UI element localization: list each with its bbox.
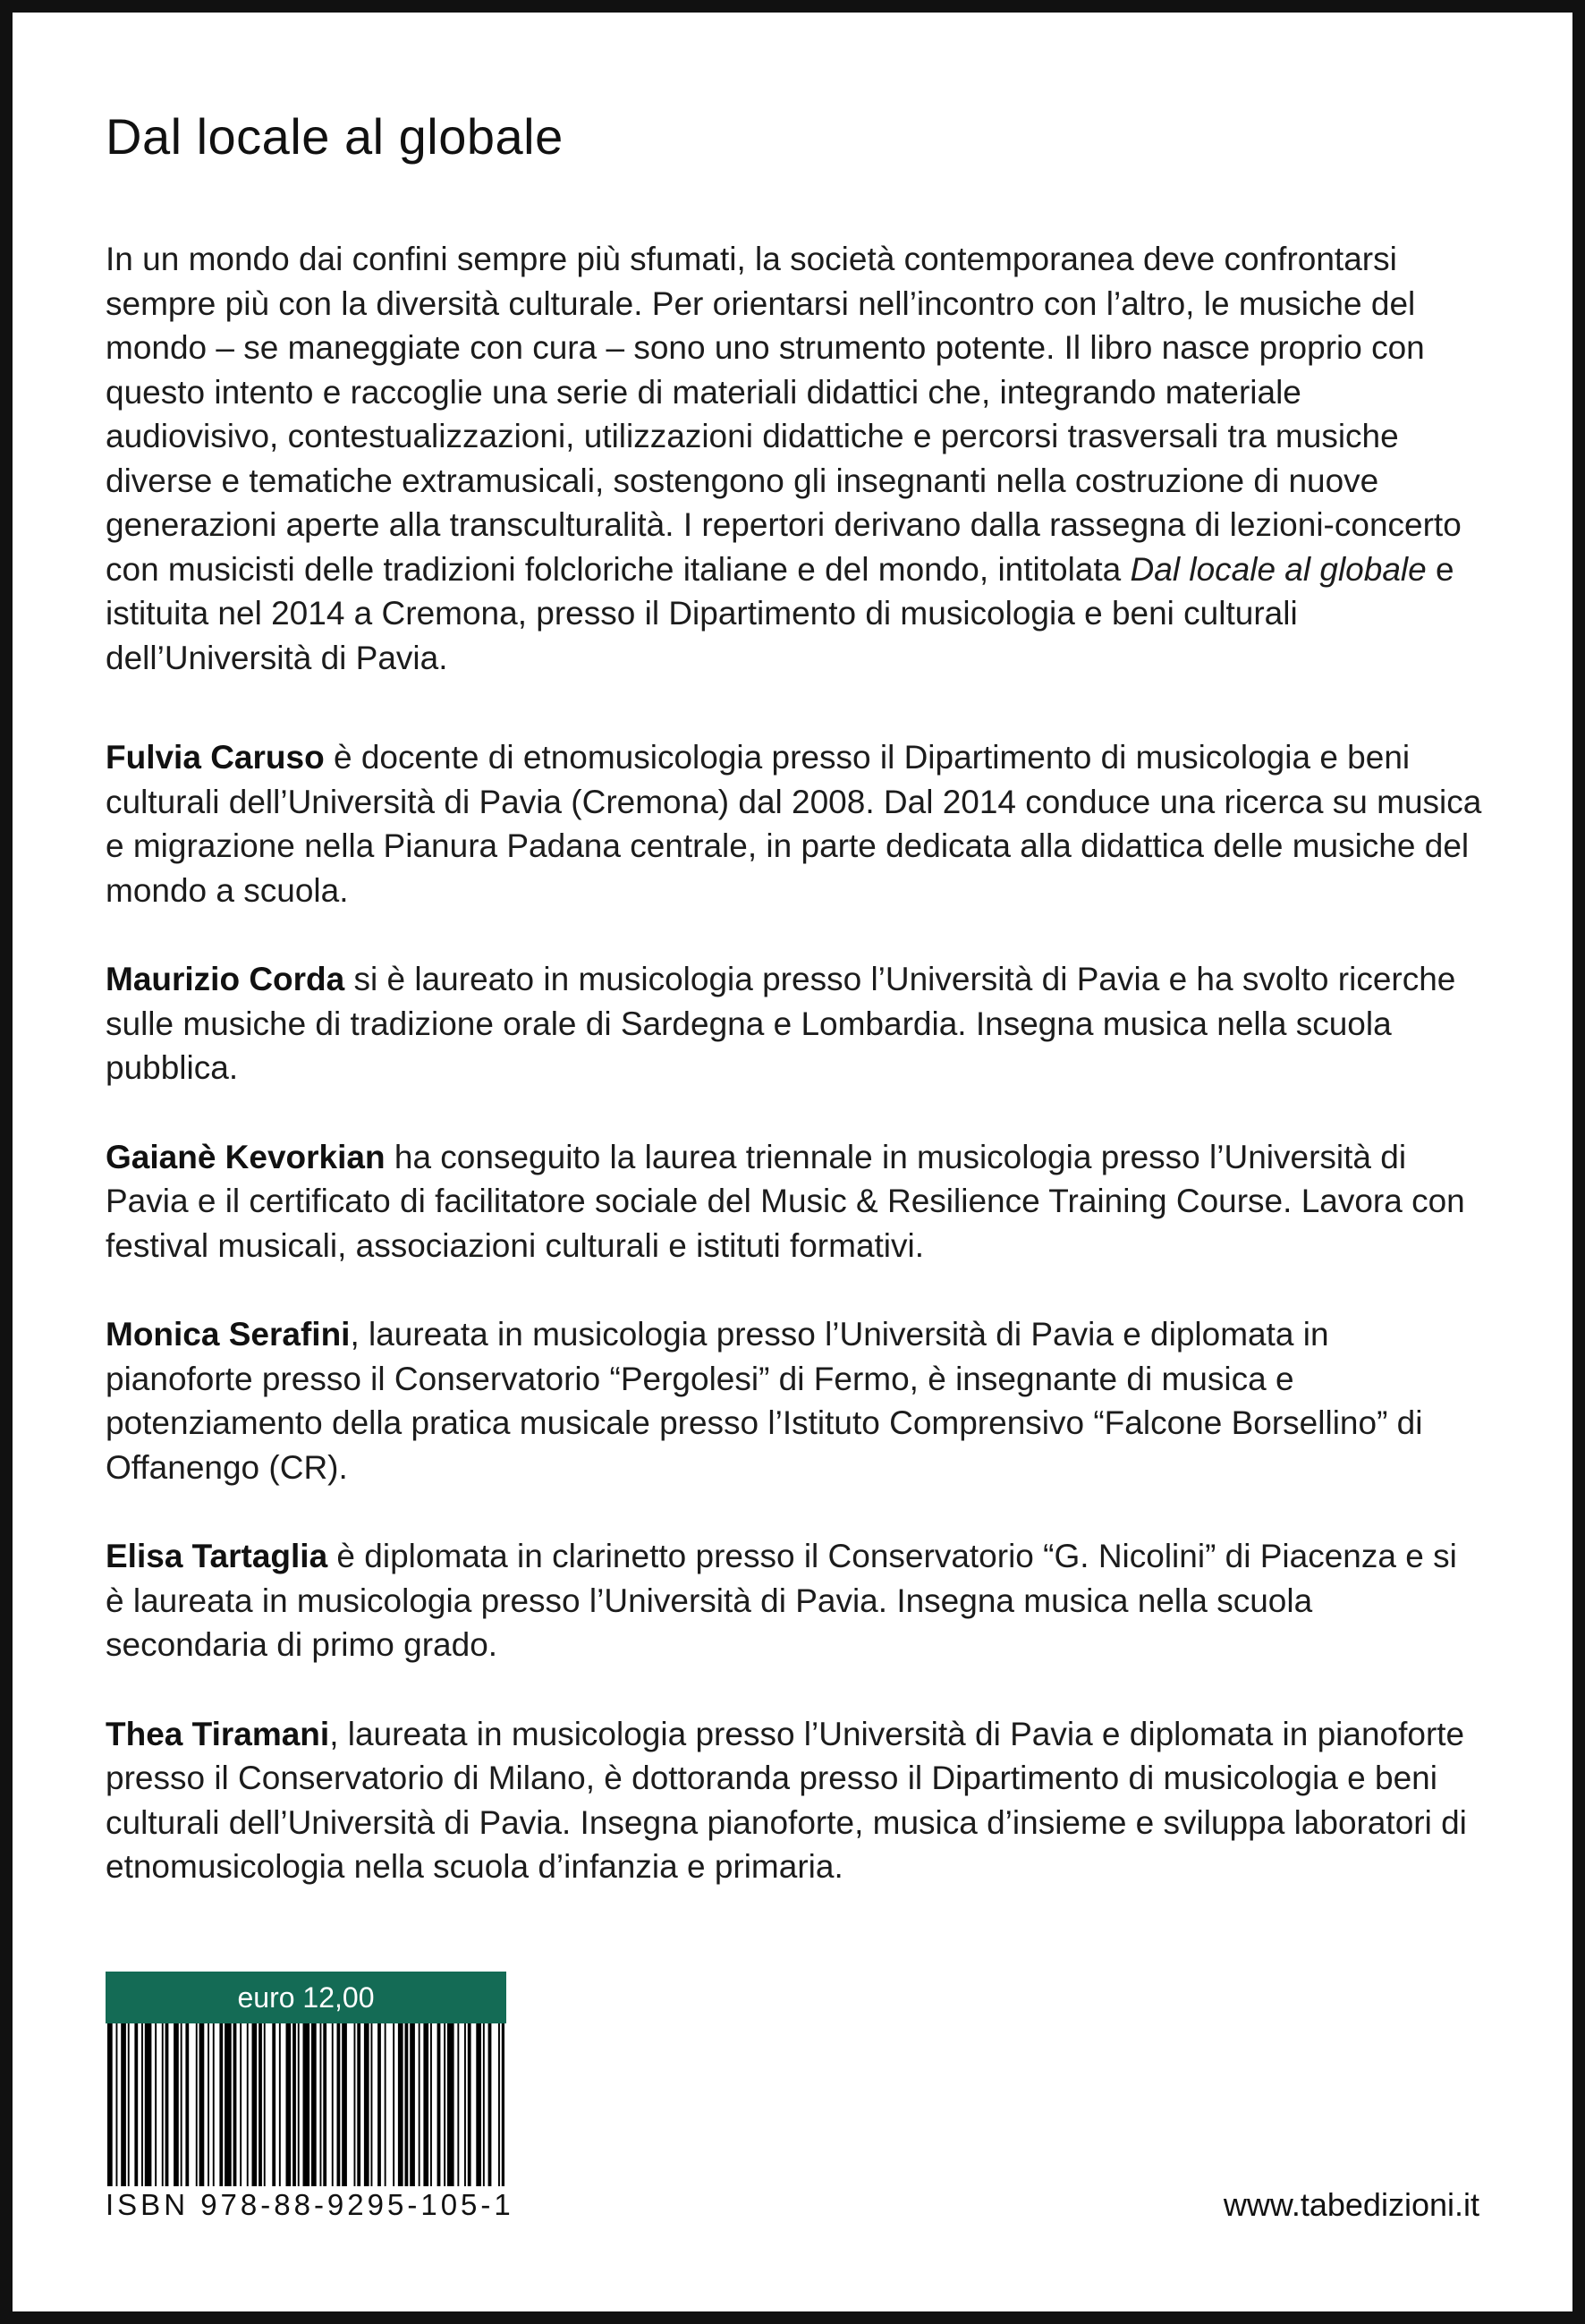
isbn-number: ISBN 978-88-9295-105-1 (106, 2188, 514, 2221)
author-bio-text: si è laureato in musicologia presso l’Università di Pavia e ha svolto ricerche sulle musiche di tradizione orale di Sardegna e Lombardia. Insegna musica nella scuola pubblica. (106, 961, 1456, 1086)
intro-text-end: e istituita nel 2014 a Cremona, presso il Dipartimento di musicologia e beni culturali dell’Università di Pavia. (106, 550, 1454, 676)
publisher-website: www.tabedizioni.it (1223, 2186, 1479, 2223)
intro-text-start: In un mondo dai confini sempre più sfumati, la società contemporanea deve confrontarsi sempre più con la diversità culturale. Per orientarsi nell’incontro con l’altro, le musiche del mondo – se maneggiate con cura – sono uno strumento potente. Il libro nasce proprio con questo intento e raccoglie una serie di materiali didattici che, integrando materiale audiovisivo, contestualizzazioni, utilizzazioni didattiche e percorsi trasversali tra musiche diverse e tematiche extramusicali, sostengono gli insegnanti nella costruzione di nuove generazioni aperte alla transculturalità. I repertori derivano dalla rassegna di lezioni-concerto con musicisti delle tradizioni folcloriche italiane e del mondo, intitolata (106, 241, 1462, 588)
back-cover-content (106, 107, 1483, 1934)
author-name: Thea Tiramani (106, 1715, 330, 1752)
author-bio-text: è diplomata in clarinetto presso il Conservatorio “G. Nicolini” di Piacenza e si è laureata in musicologia presso l’Università di Pavia. Insegna musica nella scuola secondaria di primo grado. (106, 1538, 1457, 1663)
page-title: Dal locale al globale (106, 108, 564, 165)
author-name: Maurizio Corda (106, 961, 345, 997)
author-bio-text: è docente di etnomusicologia presso il Dipartimento di musicologia e beni culturali dell’Università di Pavia (Cremona) dal 2008. Dal 2014 conduce una ricerca su musica e migrazione nella Pianura Padana centrale, in parte dedicata alla didattica delle musiche del mondo a scuola. (106, 739, 1482, 909)
intro-paragraph (106, 237, 1483, 680)
author-bio-kevorkian (106, 1135, 1483, 1268)
author-bio-text: , laureata in musicologia presso l’Università di Pavia e diplomata in pianoforte presso il Conservatorio “Pergolesi” di Fermo, è insegnante di musica e potenziamento della pratica musicale presso l’Istituto Comprensivo “Falcone Borsellino” di Offanengo (CR). (106, 1316, 1423, 1486)
barcode-image (106, 2023, 506, 2186)
author-bio-caruso (106, 735, 1483, 912)
author-bio-text: ha conseguito la laurea triennale in musicologia presso l’Università di Pavia e il certificato di facilitatore sociale del Music & Resilience Training Course. Lavora con festival musicali, associazioni culturali e istituti formativi. (106, 1138, 1465, 1264)
author-bio-serafini (106, 1312, 1483, 1489)
author-bio-tartaglia (106, 1534, 1483, 1667)
author-bio-corda (106, 957, 1483, 1090)
intro-italic-title: Dal locale al globale (1130, 550, 1427, 588)
author-bio-tiramani (106, 1712, 1483, 1889)
author-bio-text: , laureata in musicologia presso l’Università di Pavia e diplomata in pianoforte presso il Conservatorio di Milano, è dottoranda presso il Dipartimento di musicologia e beni culturali dell’Università di Pavia. Insegna pianoforte, musica d’insieme e sviluppa laboratori di etnomusicologia nella scuola d’infanzia e primaria. (106, 1715, 1467, 1885)
author-name: Monica Serafini (106, 1316, 351, 1353)
author-name: Elisa Tartaglia (106, 1538, 328, 1574)
author-name: Gaianè Kevorkian (106, 1138, 386, 1175)
price-label: euro 12,00 (106, 1972, 506, 2023)
author-name: Fulvia Caruso (106, 739, 325, 776)
